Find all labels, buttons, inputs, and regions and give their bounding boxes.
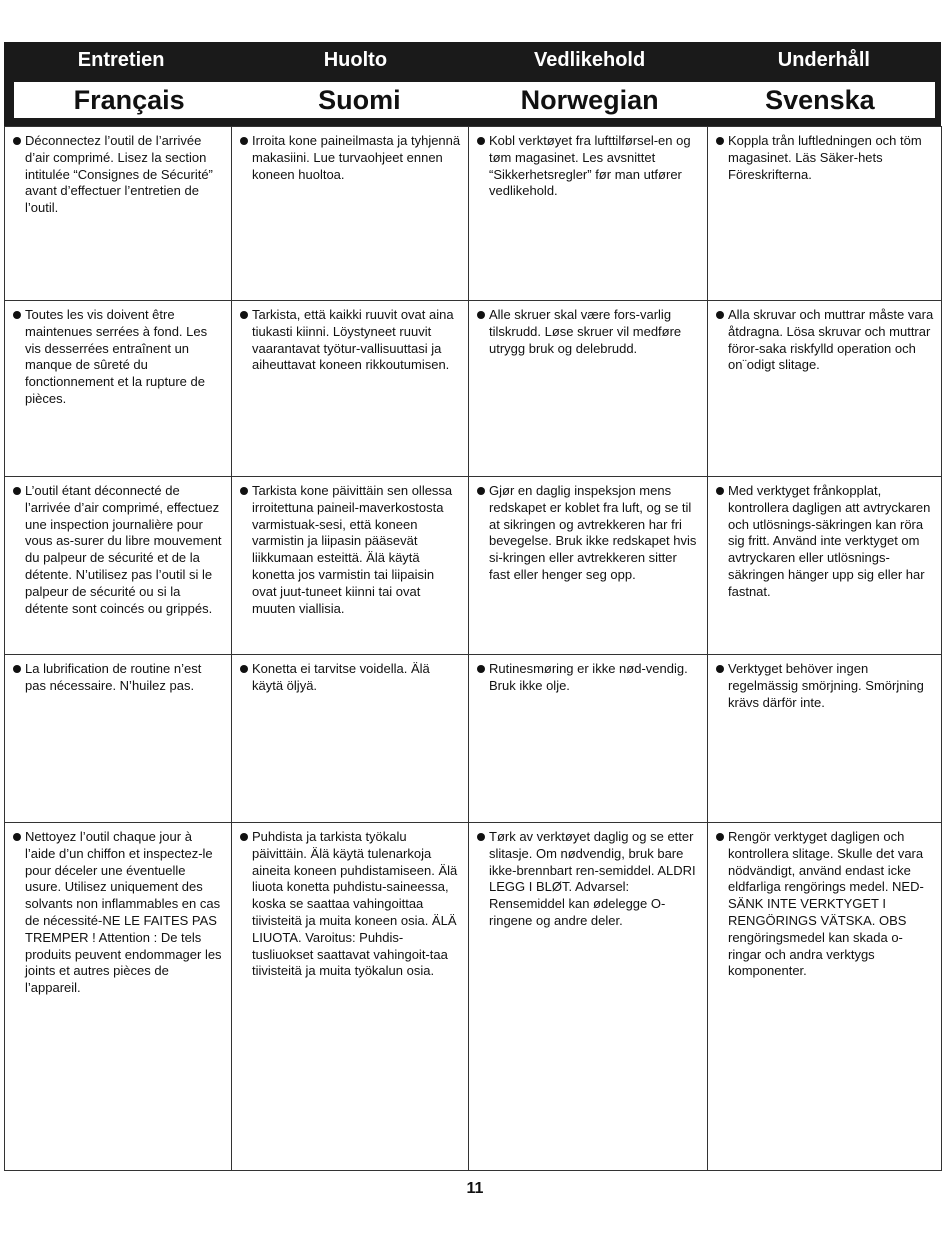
table-row	[5, 823, 942, 1171]
bullet-icon	[477, 137, 485, 145]
cell-swedish	[708, 823, 942, 1171]
section-title-french: Entretien	[77, 49, 165, 71]
instruction-text: Puhdista ja tarkista työkalu päivittäin. Älä käytä tulenarkoja aineita koneen puhdistamiseen. Älä liuota konetta puhdistu-saineessa, koska se saattaa vahingoittaa tiivisteitä ja muita koneen osia. ÄLÄ LIUOTA. Varoitus: Puhdis-tusliuokset saattavat vahingoit-taa tiivisteitä ja muita työkalun osia.	[252, 829, 458, 979]
bullet-icon	[477, 665, 485, 673]
cell-finnish	[232, 301, 469, 477]
cell-french	[5, 127, 232, 301]
bullet-icon	[240, 665, 248, 673]
instruction-text: L’outil étant déconnecté de l’arrivée d’air comprimé, effectuez une inspection journalière pour vous as-surer du libre mouvement du palpeur de sécurité et de la détente. N’utilisez pas l’outil si le palpeur de sécurité ou si la détente sont coincés ou grippés.	[25, 483, 222, 616]
bullet-icon	[13, 665, 21, 673]
bullet-icon	[13, 311, 21, 319]
instruction-text: Koppla trån luftledningen och töm magasinet. Läs Säker-hets Föreskrifterna.	[728, 133, 922, 182]
cell-norwegian	[469, 127, 708, 301]
page-number: 11	[466, 1180, 484, 1197]
instruction-table	[4, 126, 942, 1171]
instruction-text: Kobl verktøyet fra lufttilførsel-en og tøm magasinet. Les avsnittet “Sikkerhetsregler” før man utfører vedlikehold.	[489, 133, 691, 199]
language-row	[14, 82, 935, 118]
instruction-text: Tarkista, että kaikki ruuvit ovat aina tiukasti kiinni. Löystyneet ruuvit vaarantavat työtur-vallisuuttasi ja aiheuttavat koneen rikkoutumisen.	[252, 307, 454, 373]
cell-finnish	[232, 477, 469, 655]
bullet-icon	[716, 487, 724, 495]
section-title-finnish: Huolto	[323, 49, 388, 71]
bullet-icon	[716, 311, 724, 319]
table-row	[5, 301, 942, 477]
table-row	[5, 655, 942, 823]
instruction-text: Gjør en daglig inspeksjon mens redskapet er koblet fra luft, og se til at sikringen og avtrekkeren har fri bevegelse. Bruk ikke redskapet hvis si-kringen eller avtrekkeren sitter fast eller henger seg opp.	[489, 483, 697, 582]
instruction-text: Irroita kone paineilmasta ja tyhjennä makasiini. Lue turvaohjeet ennen koneen huoltoa.	[252, 133, 461, 182]
instruction-text: Alla skruvar och muttrar måste vara åtdragna. Lösa skruvar och muttrar föror-saka riskfylld operation och on¨odigt slitage.	[728, 307, 934, 373]
instruction-text: Déconnectez l’outil de l’arrivée d’air comprimé. Lisez la section intitulée “Consignes de Sécurité” avant d’effectuer l’entretien de l’outil.	[25, 133, 213, 216]
cell-norwegian	[469, 655, 708, 823]
table-row	[5, 477, 942, 655]
language-french: Français	[73, 85, 185, 115]
instruction-text: Verktyget behöver ingen regelmässig smörjning. Smörjning krävs därför inte.	[728, 661, 924, 710]
language-swedish: Svenska	[765, 85, 875, 115]
instruction-text: Tarkista kone päivittäin sen ollessa irroitettuna paineil-maverkostosta varmistuak-sesi, että koneen varmistin ja liipasin pääsevät liikkumaan esteittä. Älä käytä konetta jos varmistin tai liipaisin ovat juut-tuneet kiinni tai ovat muuten viallisia.	[252, 483, 453, 616]
cell-swedish	[708, 127, 942, 301]
instruction-text: Konetta ei tarvitse voidella. Älä käytä öljyä.	[252, 661, 430, 693]
bullet-icon	[716, 137, 724, 145]
section-title-norwegian: Vedlikehold	[534, 49, 646, 71]
language-norwegian: Norwegian	[520, 85, 659, 115]
cell-norwegian	[469, 477, 708, 655]
cell-swedish	[708, 301, 942, 477]
section-title-swedish: Underhåll	[777, 49, 870, 71]
bullet-icon	[477, 311, 485, 319]
cell-french	[5, 655, 232, 823]
bullet-icon	[240, 137, 248, 145]
bullet-icon	[477, 833, 485, 841]
cell-finnish	[232, 823, 469, 1171]
bullet-icon	[240, 311, 248, 319]
table-row	[5, 127, 942, 301]
maintenance-sheet	[4, 42, 941, 1171]
bullet-icon	[716, 665, 724, 673]
instruction-text: Alle skruer skal være fors-varlig tilskrudd. Løse skruer vil medføre utrygg bruk og delebrudd.	[489, 307, 682, 356]
bullet-icon	[240, 833, 248, 841]
instruction-text: Rutinesmøring er ikke nød-vendig. Bruk ikke olje.	[489, 661, 688, 693]
cell-norwegian	[469, 301, 708, 477]
section-title-row	[4, 42, 941, 76]
cell-finnish	[232, 127, 469, 301]
bullet-icon	[477, 487, 485, 495]
language-finnish: Suomi	[318, 85, 401, 115]
instruction-text: Nettoyez l’outil chaque jour à l’aide d’un chiffon et inspectez-le pour déceler une éventuelle usure. Utilisez uniquement des solvants non inflammables en cas de nécessité-NE LE FAITES PAS TREMPER ! Attention : De tels produits peuvent endommager les joints et autres pièces de l’appareil.	[25, 829, 222, 996]
instruction-text: La lubrification de routine n’est pas nécessaire. N’huilez pas.	[25, 661, 202, 693]
cell-finnish	[232, 655, 469, 823]
bullet-icon	[13, 833, 21, 841]
bullet-icon	[13, 137, 21, 145]
instruction-text: Toutes les vis doivent être maintenues serrées à fond. Les vis desserrées entraînent un manque de sûreté du fonctionnement et la rupture de pièces.	[25, 307, 208, 406]
cell-swedish	[708, 477, 942, 655]
bullet-icon	[716, 833, 724, 841]
instruction-text: Rengör verktyget dagligen och kontrollera slitage. Skulle det vara nödvändigt, använd endast icke eldfarliga rengörings medel. NED-SÄNK INTE VERKTYGET I RENGÖRINGS VÄTSKA. OBS rengöringsmedel kan skada o-ringar och andra verktygs komponenter.	[728, 829, 924, 979]
instruction-text: Med verktyget frånkopplat, kontrollera dagligen att avtryckaren och utlösnings-säkringen kan röra sig fritt. Använd inte verktyget om avtryckaren eller utlösnings-säkringen hänger upp sig eller har fastnat.	[728, 483, 931, 599]
cell-french	[5, 823, 232, 1171]
table-header	[4, 42, 941, 126]
cell-french	[5, 477, 232, 655]
cell-french	[5, 301, 232, 477]
instruction-text: Tørk av verktøyet daglig og se etter slitasje. Om nødvendig, bruk bare ikke-brennbart ren-semiddel. ALDRI LEGG I BLØT. Advarsel: Rensemiddel kan ødelegge O-ringene og andre deler.	[489, 829, 696, 928]
cell-swedish	[708, 655, 942, 823]
bullet-icon	[13, 487, 21, 495]
bullet-icon	[240, 487, 248, 495]
cell-norwegian	[469, 823, 708, 1171]
